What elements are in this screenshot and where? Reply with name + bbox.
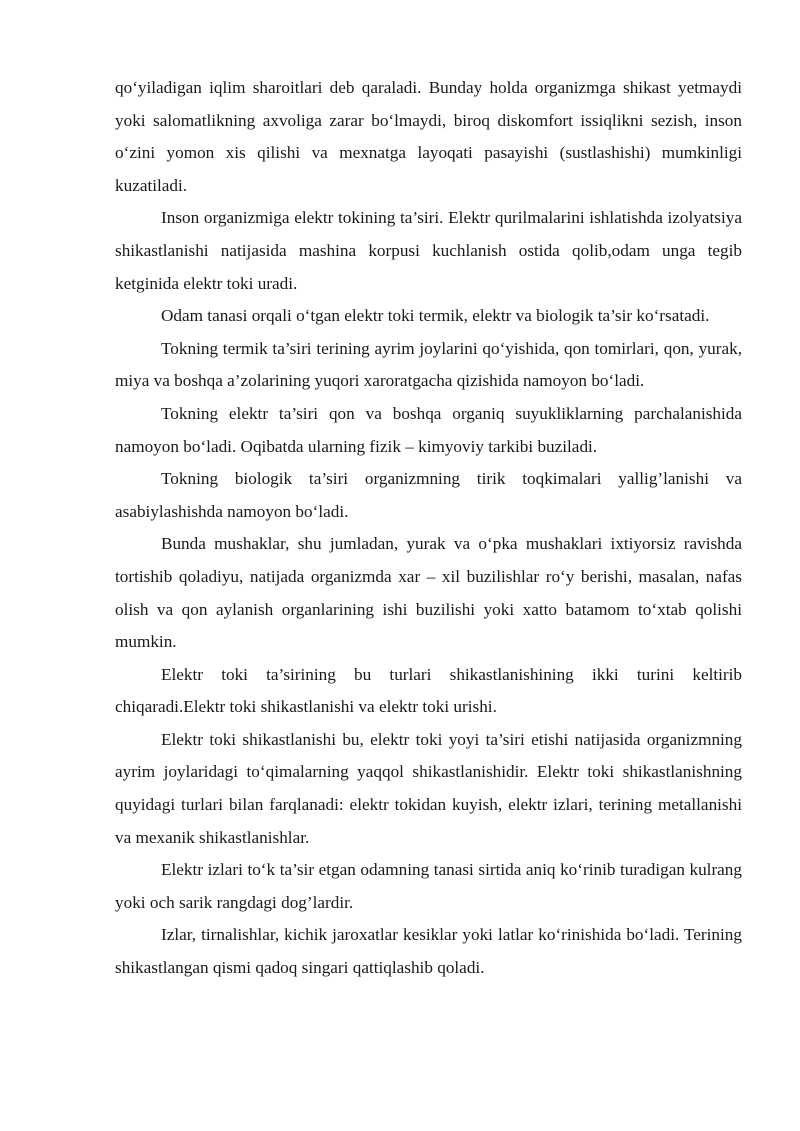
paragraph-current-effects-types: Odam tanasi orqali o‘tgan elektr toki termik, elektr va biologik ta’sir ko‘rsatadi. bbox=[161, 306, 710, 326]
paragraph-electric-current-effect: Inson organizmiga elektr tokining ta’siri. Elektr qurilmalarini ishlatishda izolyatsiya shikastlanishi natijasida mashina korpusi kuchlanish ostida qolib,odam unga tegib ketginida elektr toki uradi. bbox=[115, 208, 742, 293]
paragraph-thermal-effect: Tokning termik ta’siri terining ayrim joylarini qo‘yishida, qon tomirlari, qon, yurak, miya va boshqa a’zolarining yuqori xaroratgacha qizishida namoyon bo‘ladi. bbox=[115, 338, 742, 391]
paragraph-electric-marks: Elektr izlari to‘k ta’sir etgan odamning tanasi sirtida aniq ko‘rinib turadigan kulrang yoki och sarik rangdagi dog’lardir. bbox=[115, 860, 742, 912]
paragraph-marks-appearance: Izlar, tirnalishlar, kichik jaroxatlar kesiklar yoki latlar ko‘rinishida bo‘ladi. Terining shikastlangan qismi qadoq singari qattiqlashib qoladi. bbox=[115, 925, 742, 978]
paragraph-injury-kinds: Elektr toki ta’sirining bu turlari shikastlanishining ikki turini keltirib chiqaradi.Elektr toki shikastlanishi va elektr toki urishi. bbox=[115, 664, 742, 717]
paragraph-muscle-contraction: Bunda mushaklar, shu jumladan, yurak va o‘pka mushaklari ixtiyorsiz ravishda tortishib qoladiyu, natijada organizmda xar – xil buzilishlar ro‘y berishi, masalan, nafas olish va qon aylanish organlarining ishi buzilishi yoki xatto batamom to‘xtab qolishi mumkin. bbox=[115, 534, 742, 652]
paragraph-electrical-injury: Elektr toki shikastlanishi bu, elektr toki yoyi ta’siri etishi natijasida organizmning ayrim joylaridagi to‘qimalarning yaqqol shikastlanishidir. Elektr toki shikastlanishning quyidagi turlari bilan farqlanadi: elektr tokidan kuyish, elektr izlari, terining metallanishi va mexanik shikastlanishlar. bbox=[115, 729, 742, 847]
paragraph-continuation: qo‘yiladigan iqlim sharoitlari deb qaraladi. Bunday holda organizmga shikast yetmaydi yoki salomatlikning axvoliga zarar bo‘lmaydi, biroq diskomfort issiqlikni sezish, inson o‘zini yomon xis qilishi va mexnatga layoqati pasayishi (sustlashishi) mumkinligi kuzatiladi. bbox=[115, 78, 742, 195]
paragraph-electrical-effect: Tokning elektr ta’siri qon va boshqa organiq suyukliklarning parchalanishida namoyon bo‘ladi. Oqibatda ularning fizik – kimyoviy tarkibi buziladi. bbox=[115, 403, 742, 456]
document-page bbox=[115, 72, 742, 985]
paragraph-biological-effect: Tokning biologik ta’siri organizmning tirik toqkimalari yallig’lanishi va asabiylashishda namoyon bo‘ladi. bbox=[115, 469, 742, 521]
